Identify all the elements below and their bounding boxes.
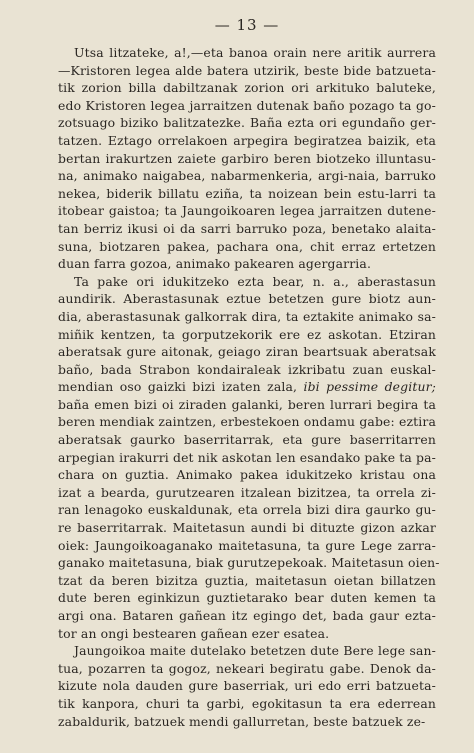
text-line: aberatsak gure aitonak, geiago ziran beartsuak aberatsak xyxy=(58,344,436,360)
text-line: Jaungoikoa maite dutelako betetzen dute Bere lege san- xyxy=(74,643,436,659)
text-line: baña emen bizi oi ziraden galanki, beren lurrari begira ta xyxy=(58,396,436,412)
text-line: —Kristoren legea alde batera utzirik, beste bide batzueta- xyxy=(58,62,436,78)
text-line: oiek: Jaungoikoaganako maitetasuna, ta gure Lege zarra- xyxy=(58,537,436,553)
text-line: Utsa litzateke, a!,—eta banoa orain nere aritik aurrera xyxy=(74,45,436,60)
text-line: tor an ongi bestearen gañean ezer esatea. xyxy=(58,625,330,641)
text-line: baño, bada Strabon kondairaleak izkribatu zuan euskal- xyxy=(58,361,436,377)
text-line: beren mendiak zaintzen, erbestekoen ondamu gabe: eztira xyxy=(58,414,436,430)
paragraph xyxy=(58,642,436,730)
text-line: tik zorion billa dabiltzanak zorion ori arkituko baluteke, xyxy=(58,80,436,96)
text-line: ran lenagoko euskaldunak, eta orrela bizi dira gaurko gu- xyxy=(58,502,436,518)
text-line: edo Kristoren legea jarraitzen dutenak baño pozago ta go- xyxy=(58,97,436,113)
text-line: re baserritarrak. Maitetasun aundi bi dituzte gizon azkar xyxy=(58,520,436,536)
text-line: tan berriz ikusi oi da sarri barruko poza, benetako alaita- xyxy=(58,220,436,236)
text-line: kizute nola dauden gure baserriak, uri edo erri batzueta- xyxy=(58,678,436,694)
text-line: arpegian irakurri det nik askotan len esandako pake ta pa- xyxy=(58,449,436,465)
text-line: Ta pake ori idukitzeko ezta bear, n. a., aberastasun xyxy=(74,273,436,289)
text-line: aundirik. Aberastasunak eztue betetzen gure biotz aun- xyxy=(58,291,436,307)
text-line: bertan irakurtzen zaiete garbiro beren biotzeko illuntasu- xyxy=(58,150,436,166)
paragraph xyxy=(58,44,436,273)
text-line: duan farra gozoa, animako pakearen agergarria. xyxy=(58,256,372,272)
text-line: tua, pozarren ta gogoz, nekeari begiratu gabe. Denok da- xyxy=(58,660,436,676)
text-line: dute beren eginkizun guztietarako bear duten kemen ta xyxy=(58,590,436,606)
text-line: izat a bearda, gurutzearen itzalean bizitzea, ta orrela zi- xyxy=(58,484,436,500)
paragraph xyxy=(58,273,440,642)
text-line: tzat da beren bizitza guztia, maitetasun oietan billatzen xyxy=(58,572,436,588)
text-line: nekea, biderik billatu eziña, ta noizean bein estu-larri ta xyxy=(58,185,436,201)
text-line: itobear gaistoa; ta Jaungoikoaren legea jarraitzen dutene- xyxy=(58,203,436,219)
page-number: — 13 — xyxy=(214,16,280,34)
text-line: argi ona. Bataren gañean itz egingo det, bada gaur ezta- xyxy=(58,608,436,623)
text-line: zabaldurik, batzuek mendi gallurretan, beste batzuek ze- xyxy=(58,713,426,729)
text-line: na, animako naigabea, nabarmenkeria, argi-naia, barruko xyxy=(58,168,436,184)
text-line: dia, aberastasunak galkorrak dira, ta eztakite animako sa- xyxy=(58,308,436,324)
text-line: aberatsak gaurko baserritarrak, eta gure baserritarren xyxy=(58,432,436,448)
text-line: ganako maitetasuna, biak gurutzepekoak. Maitetasun oien- xyxy=(58,555,440,571)
text-line: miñik kentzen, ta gorputzekorik ere ez askotan. Etziran xyxy=(58,326,436,342)
text-line: chara on guztia. Animako pakea idukitzeko kristau ona xyxy=(58,467,436,483)
text-line: tatzen. Eztago orrelakoen arpegira begiratzea baizik, eta xyxy=(58,132,436,148)
body-text xyxy=(58,44,440,730)
text-line: tik kanpora, churi ta garbi, egokitasun ta era ederrean xyxy=(58,695,436,711)
latin-quote: ibi pessime degitur; xyxy=(303,379,436,395)
text-line: suna, biotzaren pakea, pachara ona, chit erraz ertetzen xyxy=(58,238,436,254)
text-line: mendian oso gaizki bizi izaten zala, ibi pessime degitur; xyxy=(58,379,436,395)
text-line: zotsuago biziko balitzatezke. Baña ezta ori egundaño ger- xyxy=(58,115,436,131)
